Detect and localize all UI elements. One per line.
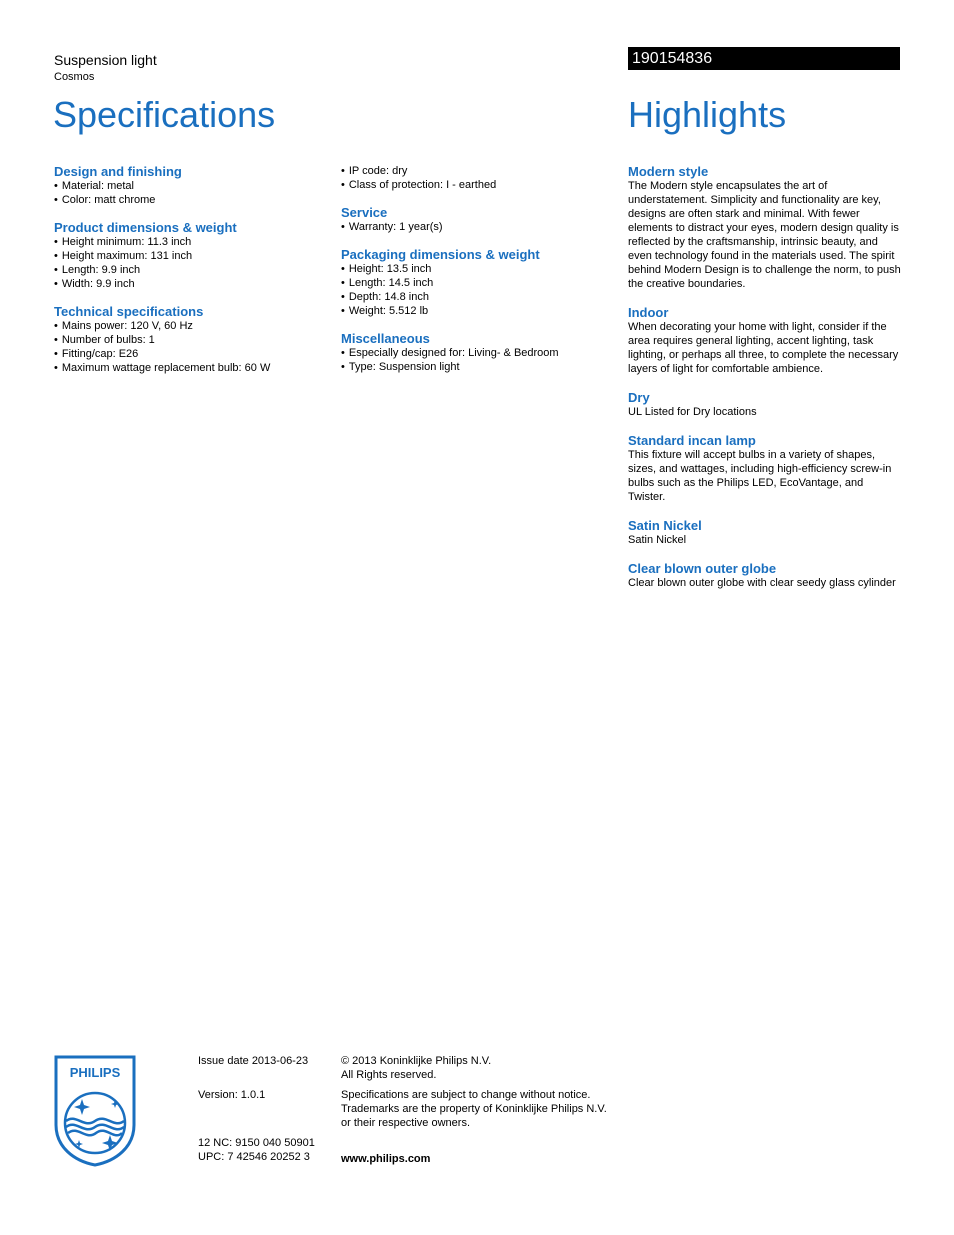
spec-item: • Material: metal	[54, 180, 134, 192]
highlight-title: Standard incan lamp	[628, 433, 756, 448]
highlight-standard-incan-lamp	[628, 433, 902, 504]
highlights-column	[628, 164, 902, 604]
spec-section-title: Technical specifications	[54, 304, 204, 319]
spec-section-continued	[341, 164, 601, 192]
highlight-text: Clear blown outer globe with clear seedy glass cylinder	[628, 577, 896, 589]
highlight-title: Clear blown outer globe	[628, 561, 777, 576]
spec-item: • Length: 14.5 inch	[341, 277, 434, 289]
spec-section-miscellaneous	[341, 331, 601, 374]
highlight-text: Satin Nickel	[628, 534, 687, 546]
upc-code: UPC: 7 42546 20252 3	[198, 1151, 310, 1163]
nc-code: 12 NC: 9150 040 50901	[198, 1137, 315, 1149]
spec-item: • Maximum wattage replacement bulb: 60 W	[54, 362, 271, 374]
disclaimer-line: Specifications are subject to change without notice.	[341, 1089, 591, 1101]
rights: All Rights reserved.	[341, 1069, 437, 1081]
disclaimer-line: Trademarks are the property of Koninklijke Philips N.V.	[341, 1103, 607, 1115]
spec-section-design	[54, 164, 324, 207]
version: Version: 1.0.1	[198, 1089, 266, 1101]
footer-legal	[341, 1054, 621, 1166]
spec-item: • Width: 9.9 inch	[54, 278, 135, 290]
spec-section-title: Service	[341, 205, 388, 220]
spec-item: • Fitting/cap: E26	[54, 348, 139, 360]
spec-item: • Warranty: 1 year(s)	[341, 221, 443, 233]
highlight-text: The Modern style encapsulates the art of understatement. Simplicity and functionality are key, designs are often stark and minimal. With fewer elements to distract your eyes, modern design quality is reflected by the craftsmanship, intrinsic beauty, and even technology found in the materials used. The spirit behind Modern Design is to challenge the norm, to push the creative boundaries.	[628, 180, 901, 290]
copyright: © 2013 Koninklijke Philips N.V.	[341, 1055, 492, 1067]
highlights-title: Highlights	[628, 94, 787, 135]
spec-item: • IP code: dry	[341, 165, 408, 177]
philips-wordmark: PHILIPS	[69, 1065, 121, 1080]
highlight-title: Modern style	[628, 164, 709, 179]
specs-column-2	[341, 164, 601, 387]
highlight-text: When decorating your home with light, consider if the area requires general lighting, accent lighting, task lighting, or perhaps all three, to complete the necessary layers of light for comfortable ambience.	[628, 321, 899, 375]
footer-meta	[198, 1054, 328, 1164]
specs-column-1	[54, 164, 324, 388]
product-name: Cosmos	[54, 71, 95, 83]
highlight-title: Dry	[628, 390, 650, 405]
spec-item: • Weight: 5.512 lb	[341, 305, 429, 317]
highlight-title: Indoor	[628, 305, 669, 320]
spec-section-technical	[54, 304, 324, 375]
spec-item: • Height minimum: 11.3 inch	[54, 236, 192, 248]
spec-item: • Length: 9.9 inch	[54, 264, 141, 276]
specifications-title: Specifications	[53, 94, 276, 135]
spec-section-product-dimensions	[54, 220, 324, 291]
website-link[interactable]: www.philips.com	[341, 1153, 431, 1165]
spec-item: • Mains power: 120 V, 60 Hz	[54, 320, 193, 332]
spec-item: • Depth: 14.8 inch	[341, 291, 429, 303]
highlight-dry	[628, 390, 902, 419]
highlight-indoor	[628, 305, 902, 376]
highlight-text: UL Listed for Dry locations	[628, 406, 757, 418]
product-type: Suspension light	[54, 52, 157, 68]
highlight-text: This fixture will accept bulbs in a variety of shapes, sizes, and wattages, including high-efficiency screw-in bulbs such as the Philips LED, EcoVantage, and Twister.	[628, 449, 892, 503]
spec-item: • Class of protection: I - earthed	[341, 179, 497, 191]
product-code-bar: 190154836	[628, 47, 900, 70]
highlight-clear-blown-globe	[628, 561, 902, 590]
spec-section-title: Product dimensions & weight	[54, 220, 237, 235]
spec-item: • Type: Suspension light	[341, 361, 460, 373]
spec-item: • Number of bulbs: 1	[54, 334, 155, 346]
spec-item: • Color: matt chrome	[54, 194, 156, 206]
spec-item: • Especially designed for: Living- & Bedroom	[341, 347, 559, 359]
philips-shield-icon	[54, 1055, 136, 1167]
philips-logo	[54, 1055, 136, 1167]
issue-date: Issue date 2013-06-23	[198, 1055, 309, 1067]
spec-section-packaging	[341, 247, 601, 318]
spec-item: • Height: 13.5 inch	[341, 263, 432, 275]
disclaimer-line: or their respective owners.	[341, 1117, 470, 1129]
spec-section-title: Design and finishing	[54, 164, 182, 179]
highlight-satin-nickel	[628, 518, 902, 547]
spec-section-service	[341, 205, 601, 234]
spec-section-title: Miscellaneous	[341, 331, 430, 346]
spec-section-title: Packaging dimensions & weight	[341, 247, 540, 262]
spec-item: • Height maximum: 131 inch	[54, 250, 193, 262]
highlight-modern-style	[628, 164, 902, 291]
highlight-title: Satin Nickel	[628, 518, 702, 533]
